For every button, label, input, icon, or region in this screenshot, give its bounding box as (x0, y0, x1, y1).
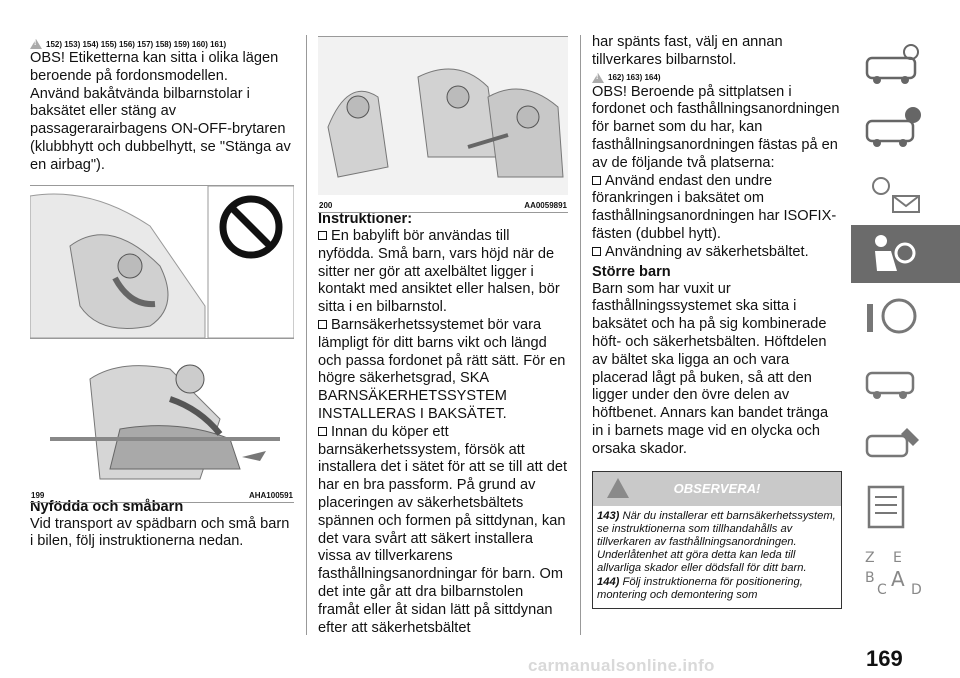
svg-text:D: D (911, 582, 922, 596)
svg-text:A: A (891, 567, 905, 591)
infant-seat-illustration (30, 339, 294, 485)
tab-emergency[interactable] (851, 351, 960, 409)
tab-car-alert[interactable] (851, 99, 960, 157)
index-letters-icon (863, 546, 943, 596)
continued-text: har spänts fast, välj en annan tillverkares bilbarnstol. (592, 34, 783, 68)
obs-note: OBS! Beroende på sittplatsen i fordonet och fasthållningsanordningen för barnet som du har, kan fasthållningsanordningen fästas på en av de följande två platserna: (592, 83, 840, 171)
warning-refs: ! 162) 163) 164) (592, 72, 842, 84)
section-heading: Större barn (592, 263, 671, 280)
attachment-item: Använd endast den undre förankringen i baksätet om fasthållningsanordningen har ISOFIX-fästen (dubbel hytt). (592, 172, 837, 242)
warning-triangle-icon (30, 39, 42, 49)
svg-text:C: C (877, 582, 887, 596)
warning-light-icon (863, 168, 923, 214)
tab-service[interactable] (851, 414, 960, 472)
column-2 (318, 0, 568, 637)
instructions-heading: Instruktioner: (318, 211, 413, 227)
bullet-icon (318, 427, 327, 436)
svg-text:Z: Z (865, 550, 875, 566)
instruction-item: Innan du köper ett barnsäkerhetssystem, försök att installera det i sätet för att se till att det har en bra passform. På grund av placeringen av säkerhetsbältets spännen och formen på sittdynan, kan det vara svårt att säkert installera vissa av tillverkarens fasthållningsanordningar för barn. Om det inte går att dra bilbarnstolen framåt eller åt sidan lätt på sittdynan efter att säkerhetsbältet (318, 423, 568, 636)
figure-200 (318, 36, 568, 209)
bullet-icon (318, 231, 327, 240)
tab-driving[interactable] (851, 288, 960, 346)
checklist-icon (863, 483, 923, 529)
fig-code: AHA100591 (248, 490, 293, 500)
svg-text:E: E (893, 550, 902, 566)
watermark: carmanualsonline.info (528, 656, 715, 675)
steering-key-icon (863, 294, 923, 340)
bullet-icon (318, 320, 327, 329)
page-number: 169 (866, 646, 903, 671)
section-body: Barn som har vuxit ur fasthållningssystemet ska sitta i baksätet och ha på sig kombinerade höft- och säkerhetsbälten. Höftdelen av bältet ska ligga an och vara placerad lågt på buken, så att den ligger under den övre delen av höftbenet. Annars kan bandet tränga in i barnets mage vid en olycka och orsaka skador. (592, 280, 829, 457)
column-1 (30, 0, 294, 551)
attachment-item: Användning av säkerhetsbältet. (592, 244, 842, 262)
tab-car-info[interactable] (851, 36, 960, 94)
instruction-item: En babylift bör användas till nyfödda. Små barn, vars höjd när de sitter ner gör att axelbältet ligger i kontakt med ansiktet eller halsen, bör sitta i en bilbarnstol. (318, 228, 560, 316)
section-heading: Nyfödda och småbarn (30, 498, 184, 515)
fig-number: 199 (31, 490, 45, 500)
warning-box-body: 143) När du installerar ett barnsäkerhetssystem, se instruktionerna som tillhandahålls av tillverkaren av fasthållningsanordningen. Underlåtenhet att göra detta kan leda till allvarliga skador eller dödsfall för ditt barn. 144) Följ instruktionerna för positionering, montering och demontering som (597, 509, 836, 601)
bullet-icon (592, 176, 601, 185)
bullet-icon (592, 247, 601, 256)
child-seat-sequence-illustration (318, 37, 568, 195)
warning-refs (30, 38, 294, 50)
chapter-tabs (851, 36, 960, 603)
warning-refs-text: 152) 153) 154) 155) 156) 157) 158) 159) 160) 161) (46, 39, 227, 49)
instruction-item: Barnsäkerhetssystemet bör vara lämpligt för ditt barns vikt och längd och passa fordonet på rätt sätt. För en högre säkerhetsgrad, SKA BARNSÄKERHETSSYSTEM INSTALLERAS I BAKSÄTET. (318, 316, 566, 422)
tab-index[interactable] (851, 540, 960, 598)
tab-warning-lights[interactable] (851, 162, 960, 220)
obs-note: OBS! Etiketterna kan sitta i olika lägen beroende på fordonsmodellen. (30, 50, 279, 84)
rear-facing-para: Använd bakåtvända bilbarnstolar i baksätet eller stäng av passagerarairbagens ON-OFF-brytaren (klubbhytt och dubbelhytt, se "Stänga av en airbag"). (30, 85, 291, 173)
warning-triangle-icon (607, 478, 629, 498)
fig-code: AA0059891 (524, 201, 567, 210)
car-wrench-icon (863, 357, 923, 403)
warning-triangle-icon (592, 73, 604, 83)
car-alert-icon (863, 105, 923, 151)
car-info-icon (863, 42, 923, 88)
figure-199 (30, 338, 294, 500)
figure-198 (30, 185, 294, 338)
column-3 (592, 0, 842, 609)
car-service-icon (863, 420, 923, 466)
rear-facing-seat-illustration (30, 186, 294, 338)
fig-number: 200 (319, 201, 333, 210)
airbag-seat-icon (863, 231, 923, 277)
tab-safety[interactable] (851, 225, 960, 283)
svg-text:B: B (865, 570, 875, 586)
section-body: Vid transport av spädbarn och små barn i bilen, följ instruktionerna nedan. (30, 515, 290, 550)
warning-box (592, 471, 842, 609)
warning-box-header: OBSERVERA! (593, 472, 841, 506)
tab-specs[interactable] (851, 477, 960, 535)
